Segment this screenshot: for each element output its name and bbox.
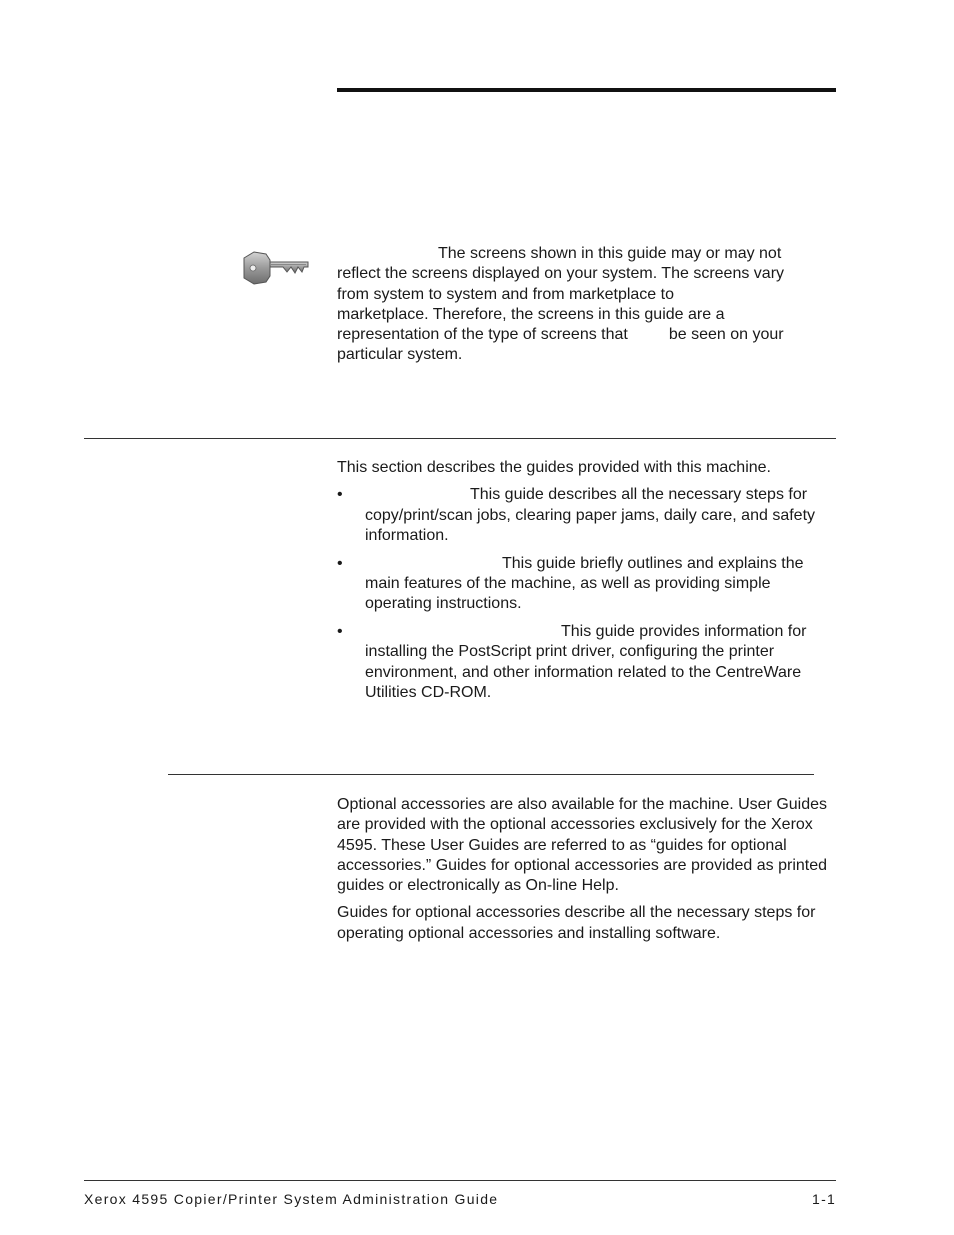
key-icon	[240, 250, 310, 286]
note-text	[337, 244, 829, 366]
section-divider	[84, 438, 836, 439]
guides-section	[337, 458, 835, 711]
note-line: be seen on your	[668, 326, 784, 344]
guides-intro: This section describes the guides provided with this machine.	[337, 459, 771, 476]
footer-title: Xerox 4595 Copier/Printer System Administration Guide	[84, 1191, 499, 1207]
note-line: particular system.	[337, 346, 463, 364]
guides-list	[337, 485, 835, 703]
note-line: reflect the screens displayed on your system. The screens vary	[337, 265, 785, 283]
footer-rule	[84, 1180, 836, 1181]
accessories-paragraph: Optional accessories are also available for the machine. User Guides are provided with the optional accessories exclusively for the Xerox 4595. These User Guides are referred to as “guides for optional accessories.” Guides for optional accessories are provided as printed guides or electronically as On-line Help.	[337, 796, 828, 895]
page-number: 1-1	[812, 1191, 837, 1207]
list-item: • This guide briefly outlines and explains the main features of the machine, as well as providing simple operating instructions.	[337, 554, 804, 613]
section-divider	[168, 774, 814, 775]
list-item: • This guide provides information for installing the PostScript print driver, configuring the printer environment, and other information related to the CentreWare Utilities CD-ROM.	[337, 623, 807, 701]
chapter-top-rule	[337, 88, 836, 92]
bullet-icon: •	[337, 554, 343, 572]
bullet-icon: •	[337, 623, 343, 641]
note-line: The screens shown in this guide may or may not	[438, 245, 782, 262]
note-line: from system to system and from marketplace to	[337, 285, 674, 303]
bullet-icon: •	[337, 486, 343, 504]
note-line: marketplace. Therefore, the screens in this guide are a	[337, 305, 725, 323]
accessories-paragraph: Guides for optional accessories describe all the necessary steps for operating optional accessories and installing software.	[337, 904, 816, 942]
note-line: representation of the type of screens that	[337, 326, 628, 344]
accessories-section	[337, 795, 835, 951]
list-item: • This guide describes all the necessary steps for copy/print/scan jobs, clearing paper jams, daily care, and safety information.	[337, 486, 816, 544]
